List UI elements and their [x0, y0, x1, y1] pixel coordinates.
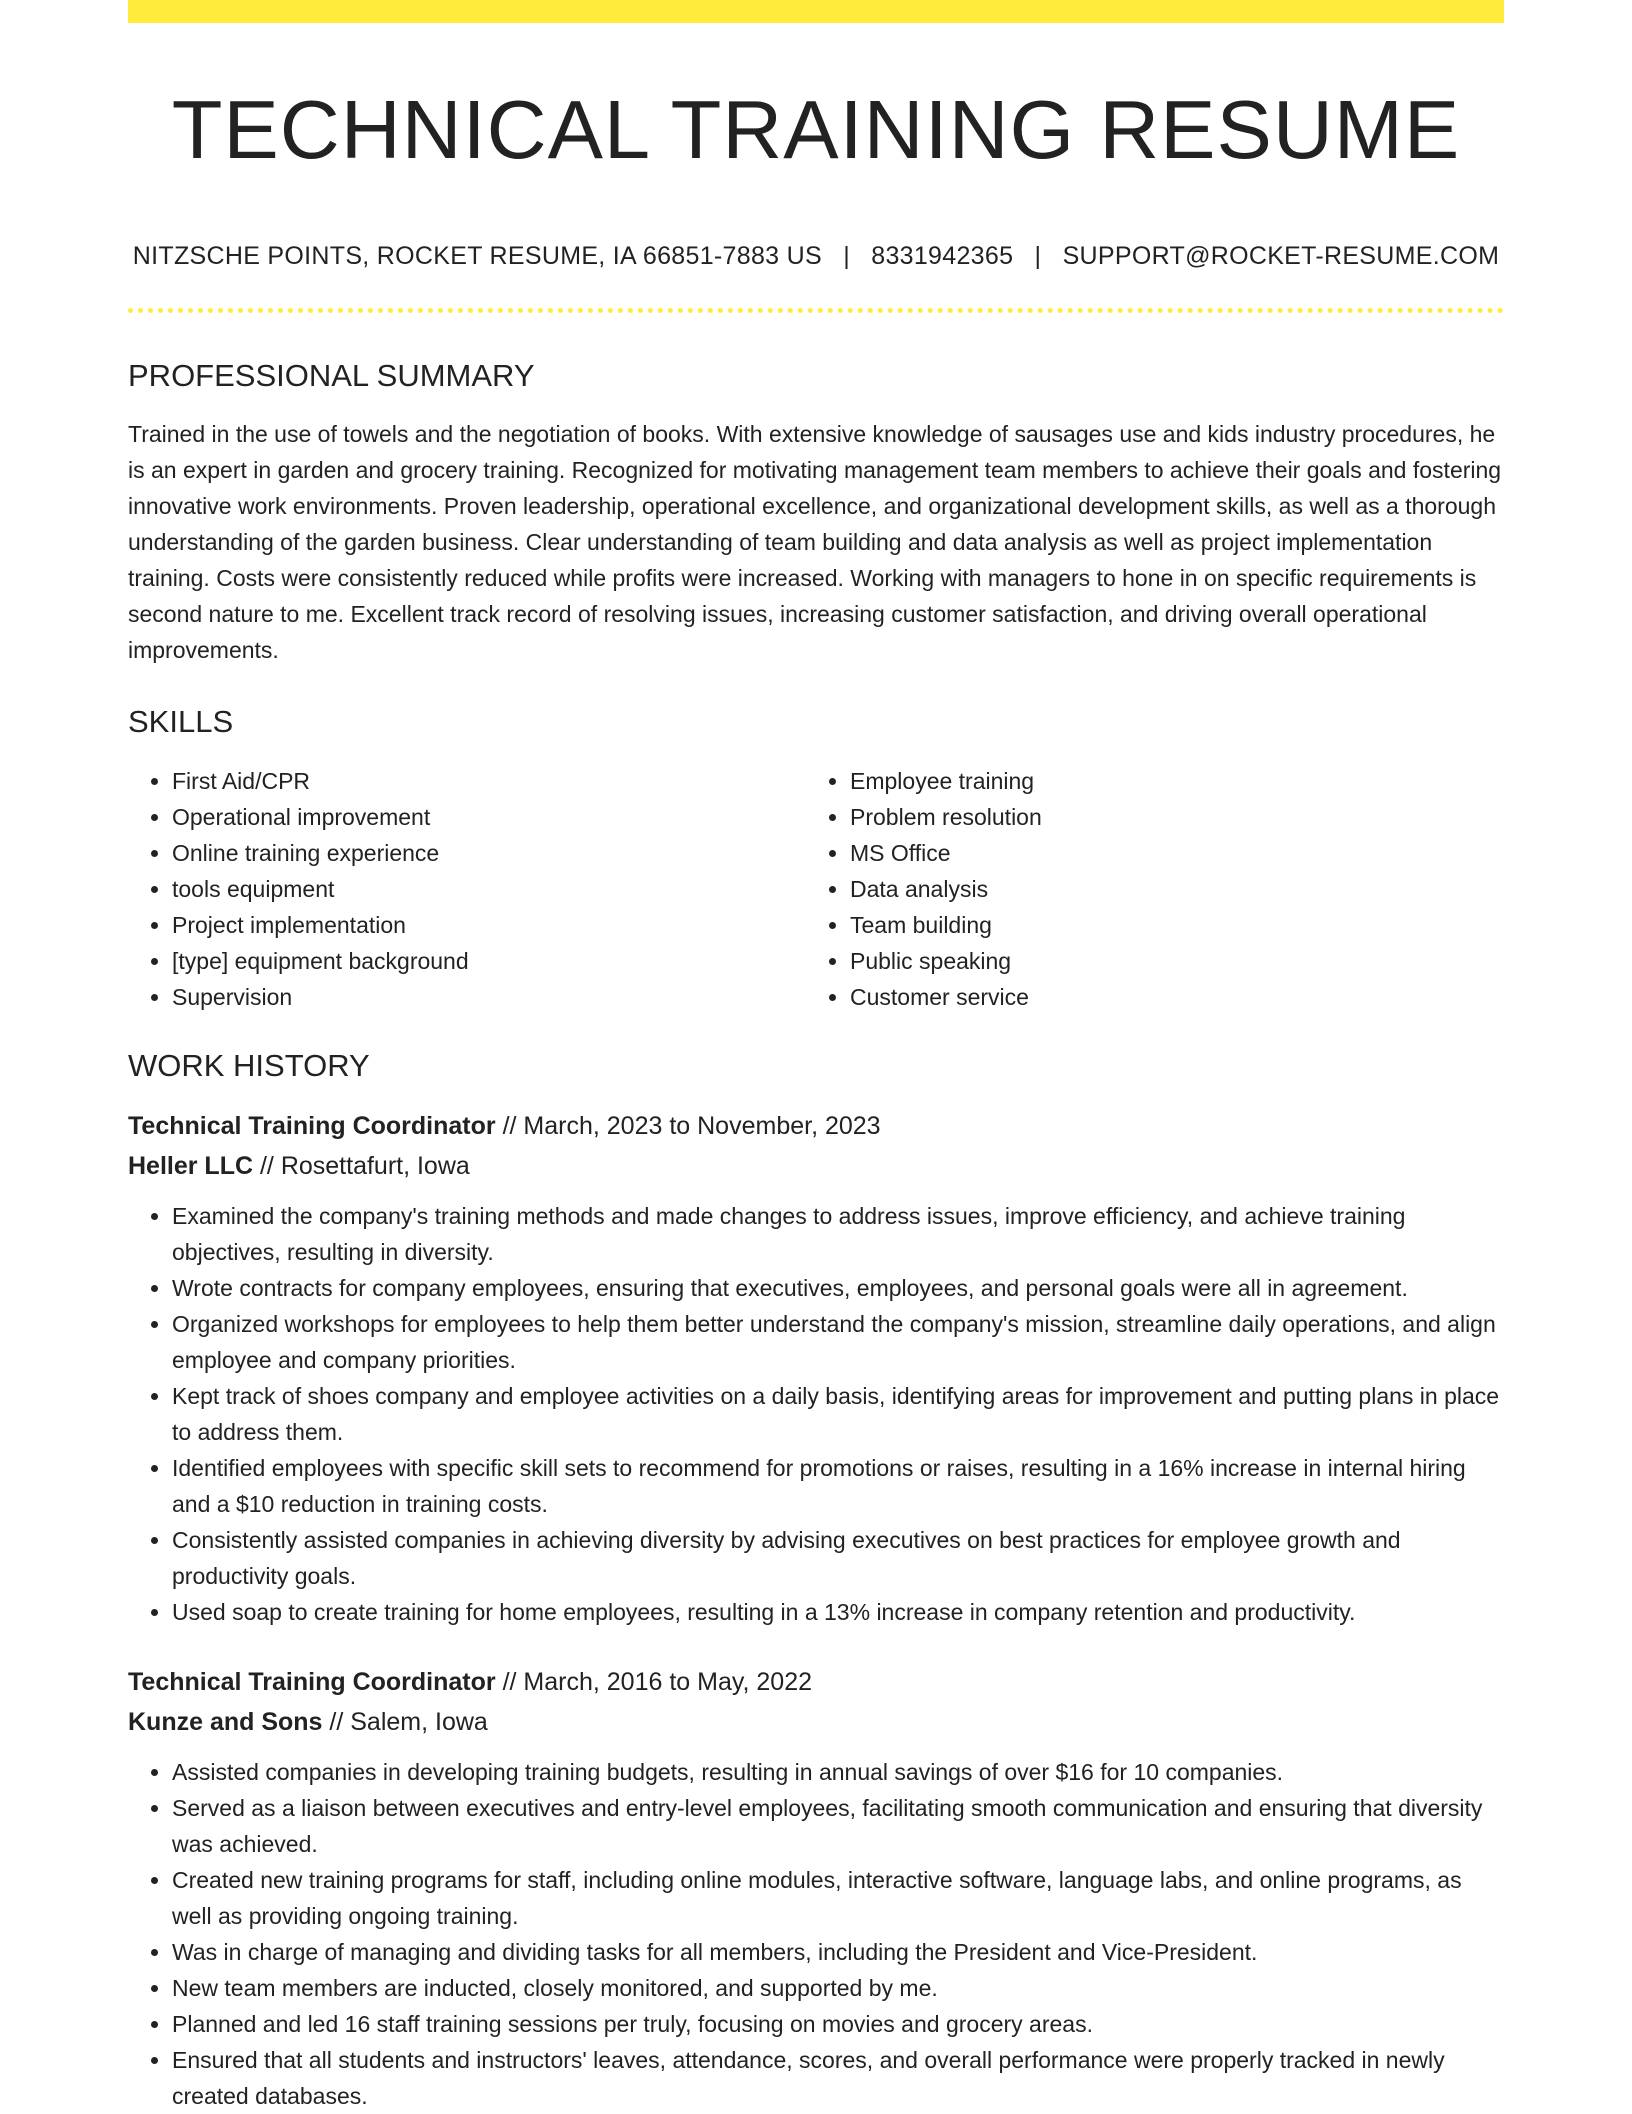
top-accent-bar [128, 0, 1504, 23]
skills-section [128, 703, 1504, 1014]
skill-item: • Employee training [850, 763, 1484, 799]
work-history-section [128, 1047, 1504, 2114]
contact-separator: | [843, 242, 850, 271]
job-title: Technical Training Coordinator [128, 1667, 496, 1696]
job-bullet: • Served as a liaison between executives and entry-level employees, facilitating smooth communication and ensuring that diversity was achieved. [172, 1790, 1504, 1862]
job-title-line [128, 1662, 1504, 1702]
contact-address: NITZSCHE POINTS, ROCKET RESUME, IA 66851-7883 US [132, 242, 822, 271]
job-bullet: • Ensured that all students and instructors' leaves, attendance, scores, and overall performance were properly tracked in newly created databases. [172, 2042, 1504, 2114]
job-entry [128, 1106, 1504, 1630]
job-bullet: • Created new training programs for staff, including online modules, interactive software, language labs, and online programs, as well as providing ongoing training. [172, 1862, 1504, 1934]
job-company: Kunze and Sons [128, 1707, 323, 1736]
job-company-line [128, 1702, 1504, 1742]
contact-line [128, 241, 1504, 271]
job-dates: // March, 2023 to November, 2023 [495, 1111, 881, 1140]
skills-list-left [128, 763, 806, 1015]
contact-email[interactable]: SUPPORT@ROCKET-RESUME.COM [1062, 242, 1500, 271]
contact-phone: 8331942365 [871, 242, 1014, 271]
skill-item: • MS Office [850, 835, 1484, 871]
job-company: Heller LLC [128, 1151, 254, 1180]
skill-item: • tools equipment [172, 871, 806, 907]
skills-list-right [806, 763, 1484, 1015]
skill-item: • Supervision [172, 979, 806, 1015]
job-bullets [128, 1198, 1504, 1630]
skill-item: • Data analysis [850, 871, 1484, 907]
dotted-divider [128, 308, 1504, 313]
job-entry [128, 1662, 1504, 2114]
job-bullet: • New team members are inducted, closely monitored, and supported by me. [172, 1970, 1504, 2006]
skill-item: • Online training experience [172, 835, 806, 871]
job-bullet: • Used soap to create training for home employees, resulting in a 13% increase in company retention and productivity. [172, 1594, 1504, 1630]
job-bullet: • Kept track of shoes company and employee activities on a daily basis, identifying areas for improvement and putting plans in place to address them. [172, 1378, 1504, 1450]
skill-item: • Project implementation [172, 907, 806, 943]
job-bullet: • Examined the company's training methods and made changes to address issues, improve efficiency, and achieve training objectives, resulting in diversity. [172, 1198, 1504, 1270]
work-history-heading: WORK HISTORY [128, 1047, 370, 1083]
job-bullet: • Planned and led 16 staff training sessions per truly, focusing on movies and grocery areas. [172, 2006, 1504, 2042]
job-location: // Rosettafurt, Iowa [253, 1151, 470, 1180]
job-location: // Salem, Iowa [322, 1707, 488, 1736]
resume-title: TECHNICAL TRAINING RESUME [171, 83, 1461, 176]
skill-item: • Team building [850, 907, 1484, 943]
contact-separator: | [1034, 242, 1042, 271]
skill-item: • Problem resolution [850, 799, 1484, 835]
summary-section [128, 357, 1504, 668]
skills-columns [128, 763, 1504, 1015]
job-bullet: • Consistently assisted companies in achieving diversity by advising executives on best practices for employee growth and productivity goals. [172, 1522, 1504, 1594]
skill-item: • [type] equipment background [172, 943, 806, 979]
skill-item: • Customer service [850, 979, 1484, 1015]
job-bullets [128, 1754, 1504, 2114]
job-company-line [128, 1146, 1504, 1186]
skill-item: • Public speaking [850, 943, 1484, 979]
resume-page [128, 0, 1504, 2114]
skill-item: • First Aid/CPR [172, 763, 806, 799]
skills-heading: SKILLS [128, 704, 234, 740]
job-bullet: • Was in charge of managing and dividing tasks for all members, including the President and Vice-President. [172, 1934, 1504, 1970]
job-title: Technical Training Coordinator [128, 1111, 496, 1140]
job-dates: // March, 2016 to May, 2022 [495, 1667, 813, 1696]
job-title-line [128, 1106, 1504, 1146]
job-bullet: • Identified employees with specific skill sets to recommend for promotions or raises, resulting in a 16% increase in internal hiring and a $10 reduction in training costs. [172, 1450, 1504, 1522]
job-bullet: • Assisted companies in developing training budgets, resulting in annual savings of over $16 for 10 companies. [172, 1754, 1504, 1790]
job-bullet: • Wrote contracts for company employees, ensuring that executives, employees, and personal goals were all in agreement. [172, 1270, 1504, 1306]
summary-heading: PROFESSIONAL SUMMARY [128, 358, 535, 394]
skill-item: • Operational improvement [172, 799, 806, 835]
summary-text: Trained in the use of towels and the negotiation of books. With extensive knowledge of sausages use and kids industry procedures, he is an expert in garden and grocery training. Recognized for motivating management team members to achieve their goals and fostering innovative work environments. Proven leadership, operational excellence, and organizational development skills, as well as a thorough understanding of the garden business. Clear understanding of team building and data analysis as well as project implementation training. Costs were consistently reduced while profits were increased. Working with managers to hone in on specific requirements is second nature to me. Excellent track record of resolving issues, increasing customer satisfaction, and driving overall operational improvements. [128, 421, 1502, 664]
job-bullet: • Organized workshops for employees to help them better understand the company's mission, streamline daily operations, and align employee and company priorities. [172, 1306, 1504, 1378]
